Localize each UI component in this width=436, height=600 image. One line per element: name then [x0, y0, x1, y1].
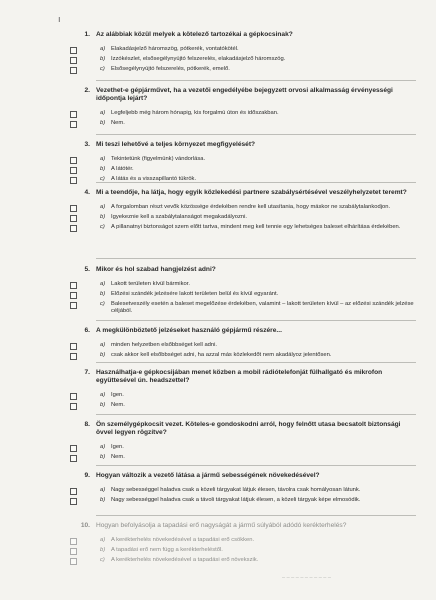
answer-text: Nagy sebességgel haladva csak a távoli tárgyakat látjuk élesen, a közeli tárgyak képe elmosódik.: [111, 497, 361, 504]
answer-text: A forgalomban részt vevők közössége érdekében rendre kell utasítania, hogy máskor ne szabálytalankodjon.: [111, 204, 391, 211]
answer-checkbox[interactable]: [70, 215, 77, 222]
answer-checkbox[interactable]: [70, 445, 77, 452]
answer-checkbox[interactable]: [70, 488, 77, 495]
answer-text: A tapadási erő nem függ a kerékterheléstől.: [111, 547, 223, 554]
question-number: 4.: [84, 189, 90, 196]
answer-checkbox[interactable]: [70, 558, 77, 565]
answer-option[interactable]: b) Nem.: [0, 402, 436, 410]
answer-checkbox[interactable]: [70, 455, 77, 462]
question-number: 7.: [84, 369, 90, 376]
answer-text: Előzési szándék jelzésére lakott területen belül és kívül egyaránt.: [111, 291, 279, 298]
question-text: Hogyan változik a vezető látása a jármű sebességének növekedésével?: [96, 472, 320, 479]
answer-option[interactable]: a) Legfeljebb még három hónapig, kis forgalmú úton és időszakban.: [0, 110, 436, 118]
answer-option[interactable]: a) A kerékterhelés növekedésével a tapadási erő csökken.: [0, 537, 436, 545]
answer-option[interactable]: b) Előzési szándék jelzésére lakott területen belül és kívül egyaránt.: [0, 291, 436, 299]
answer-option[interactable]: b) Igyekeznie kell a szabálytalanságot megakadályozni.: [0, 214, 436, 222]
question-number: 3.: [84, 141, 90, 148]
answer-checkbox[interactable]: [70, 205, 77, 212]
answer-text: A pillanatnyi biztonságot szem előtt tartva, mindent meg kell tennie egy lehetséges baleset elhárítása érdekében.: [111, 224, 401, 231]
answer-checkbox[interactable]: [70, 167, 77, 174]
answer-text: csak akkor kell elsőbbséget adni, ha azzal más közlekedőt nem akadályoz jelentősen.: [111, 352, 332, 359]
divider: [96, 182, 416, 183]
answer-text: Igyekeznie kell a szabálytalanságot megakadályozni.: [111, 214, 247, 221]
answer-option[interactable]: c) Balesetveszély esetén a baleset megelőzése érdekében, valamint – lakott területen kívül – az előzési szándék jelzése céljából.: [0, 301, 436, 315]
question-1: [0, 31, 436, 74]
answer-text: Igen.: [111, 392, 124, 399]
margin-mark: ı: [58, 14, 61, 24]
answer-text: Nagy sebességgel haladva csak a közeli tárgyakat látjuk élesen, távolra csak homályosan látunk.: [111, 487, 361, 494]
answer-checkbox[interactable]: [70, 57, 77, 64]
answer-checkbox[interactable]: [70, 177, 77, 184]
question-7: [0, 369, 436, 410]
question-number: 5.: [84, 266, 90, 273]
answer-checkbox[interactable]: [70, 67, 77, 74]
answer-option[interactable]: c) A kerékterhelés növekedésével a tapadási erő növekszik.: [0, 557, 436, 565]
answer-option[interactable]: a) Igen.: [0, 444, 436, 452]
divider: [96, 80, 416, 81]
question-text: Az alábbiak közül melyek a kötelező tartozékai a gépkocsinak?: [96, 31, 293, 38]
divider: [96, 465, 416, 466]
question-number: 9.: [84, 472, 90, 479]
answer-option[interactable]: b) Izzókészlet, elsősegélynyújtó felszerelés, elakadásjelző háromszög.: [0, 56, 436, 64]
answer-option[interactable]: a) A forgalomban részt vevők közössége érdekében rendre kell utasítania, hogy máskor ne szabálytalankodjon.: [0, 204, 436, 212]
answer-text: A kerékterhelés növekedésével a tapadási erő növekszik.: [111, 557, 259, 564]
answer-checkbox[interactable]: [70, 47, 77, 54]
question-8: [0, 421, 436, 462]
question-number: 10.: [80, 522, 90, 529]
answer-option[interactable]: b) Nagy sebességgel haladva csak a távoli tárgyakat látjuk élesen, a közeli tárgyak képe elmosódik.: [0, 497, 436, 505]
question-text: Vezethet-e gépjárművet, ha a vezetői engedélyébe bejegyzett orvosi alkalmasság érvényességi időpontja lejárt?: [96, 87, 393, 103]
answer-checkbox[interactable]: [70, 282, 77, 289]
answer-option[interactable]: a) minden helyzetben elsőbbséget kell adni.: [0, 342, 436, 350]
answer-text: Izzókészlet, elsősegélynyújtó felszerelés, elakadásjelző háromszög.: [111, 56, 286, 63]
question-5: [0, 266, 436, 315]
answer-checkbox[interactable]: [70, 498, 77, 505]
answer-text: Nem.: [111, 120, 125, 127]
answer-text: Elsősegélynyújtó felszerelés, pótkerék, emelő.: [111, 66, 230, 73]
answer-checkbox[interactable]: [70, 302, 77, 309]
answer-option[interactable]: c) Elsősegélynyújtó felszerelés, pótkerék, emelő.: [0, 66, 436, 74]
answer-text: A látás és a visszapillantó tükrök.: [111, 176, 197, 183]
question-text: Mi a teendője, ha látja, hogy egyik közlekedési partnere szabálysértésével veszélyhelyzetet teremt?: [96, 189, 407, 196]
answer-checkbox[interactable]: [70, 393, 77, 400]
page-footer-scribble: – – – – – – – – – – –: [282, 575, 331, 581]
answer-option[interactable]: b) Nem.: [0, 120, 436, 128]
answer-text: Igen.: [111, 444, 124, 451]
question-text: Hogyan befolyásolja a tapadási erő nagyságát a jármű súlyából adódó kerékterhelés?: [96, 522, 347, 529]
answer-checkbox[interactable]: [70, 403, 77, 410]
answer-option[interactable]: a) Nagy sebességgel haladva csak a közeli tárgyakat látjuk élesen, távolra csak homályosan látunk.: [0, 487, 436, 495]
divider: [96, 414, 416, 415]
answer-option[interactable]: a) Tekintetünk (figyelmünk) vándorlása.: [0, 156, 436, 164]
answer-checkbox[interactable]: [70, 343, 77, 350]
answer-checkbox[interactable]: [70, 538, 77, 545]
answer-checkbox[interactable]: [70, 548, 77, 555]
answer-option[interactable]: b) Nem.: [0, 454, 436, 462]
divider: [96, 134, 416, 135]
answer-text: Tekintetünk (figyelmünk) vándorlása.: [111, 156, 206, 163]
question-text: Mi teszi lehetővé a teljes környezet megfigyelését?: [96, 141, 256, 148]
answer-checkbox[interactable]: [70, 157, 77, 164]
answer-option[interactable]: a) Elakadásjelző háromszög, pótkerék, vontatókötél.: [0, 46, 436, 54]
question-text: Használhatja-e gépkocsijában menet közben a mobil rádiótelefonját fülhallgató és mikrofon együttesével ún. headszettel?: [96, 369, 383, 385]
answer-option[interactable]: b) csak akkor kell elsőbbséget adni, ha azzal más közlekedőt nem akadályoz jelentősen.: [0, 352, 436, 360]
question-text: Mikor és hol szabad hangjelzést adni?: [96, 266, 216, 273]
question-text: A megkülönböztető jelzéseket használó gépjármű részére...: [96, 327, 282, 334]
answer-checkbox[interactable]: [70, 111, 77, 118]
answer-option[interactable]: b) A látótér.: [0, 166, 436, 174]
question-2: [0, 87, 436, 128]
answer-text: Legfeljebb még három hónapig, kis forgalmú úton és időszakban.: [111, 110, 279, 117]
answer-text: Balesetveszély esetén a baleset megelőzése érdekében, valamint – lakott területen kívül – az előzési szándék jelzése céljából.: [111, 301, 414, 315]
answer-option[interactable]: c) A látás és a visszapillantó tükrök.: [0, 176, 436, 184]
divider: [96, 258, 416, 259]
answer-text: A látótér.: [111, 166, 134, 173]
answer-checkbox[interactable]: [70, 353, 77, 360]
answer-checkbox[interactable]: [70, 121, 77, 128]
answer-text: Nem.: [111, 454, 125, 461]
question-text: Ön személygépkocsit vezet. Köteles-e gondoskodni arról, hogy felnőtt utasa becsatolt biztonsági övvel legyen rögzítve?: [96, 421, 401, 437]
question-number: 6.: [84, 327, 90, 334]
answer-option[interactable]: a) Lakott területen kívül bármikor.: [0, 281, 436, 289]
answer-checkbox[interactable]: [70, 225, 77, 232]
answer-text: A kerékterhelés növekedésével a tapadási erő csökken.: [111, 537, 255, 544]
answer-text: Lakott területen kívül bármikor.: [111, 281, 190, 288]
question-4: [0, 189, 436, 232]
question-number: 1.: [84, 31, 90, 38]
question-3: [0, 141, 436, 184]
answer-option[interactable]: c) A pillanatnyi biztonságot szem előtt tartva, mindent meg kell tennie egy lehetséges baleset elhárítása érdekében.: [0, 224, 436, 232]
answer-checkbox[interactable]: [70, 292, 77, 299]
divider: [96, 362, 416, 363]
question-6: [0, 327, 436, 360]
answer-option[interactable]: a) Igen.: [0, 392, 436, 400]
divider: [96, 515, 416, 516]
question-9: [0, 472, 436, 505]
divider: [96, 320, 416, 321]
answer-text: Nem.: [111, 402, 125, 409]
answer-text: Elakadásjelző háromszög, pótkerék, vontatókötél.: [111, 46, 239, 53]
answer-text: minden helyzetben elsőbbséget kell adni.: [111, 342, 218, 349]
question-number: 2.: [84, 87, 90, 94]
question-number: 8.: [84, 421, 90, 428]
question-10: [0, 522, 436, 565]
answer-option[interactable]: b) A tapadási erő nem függ a kerékterheléstől.: [0, 547, 436, 555]
